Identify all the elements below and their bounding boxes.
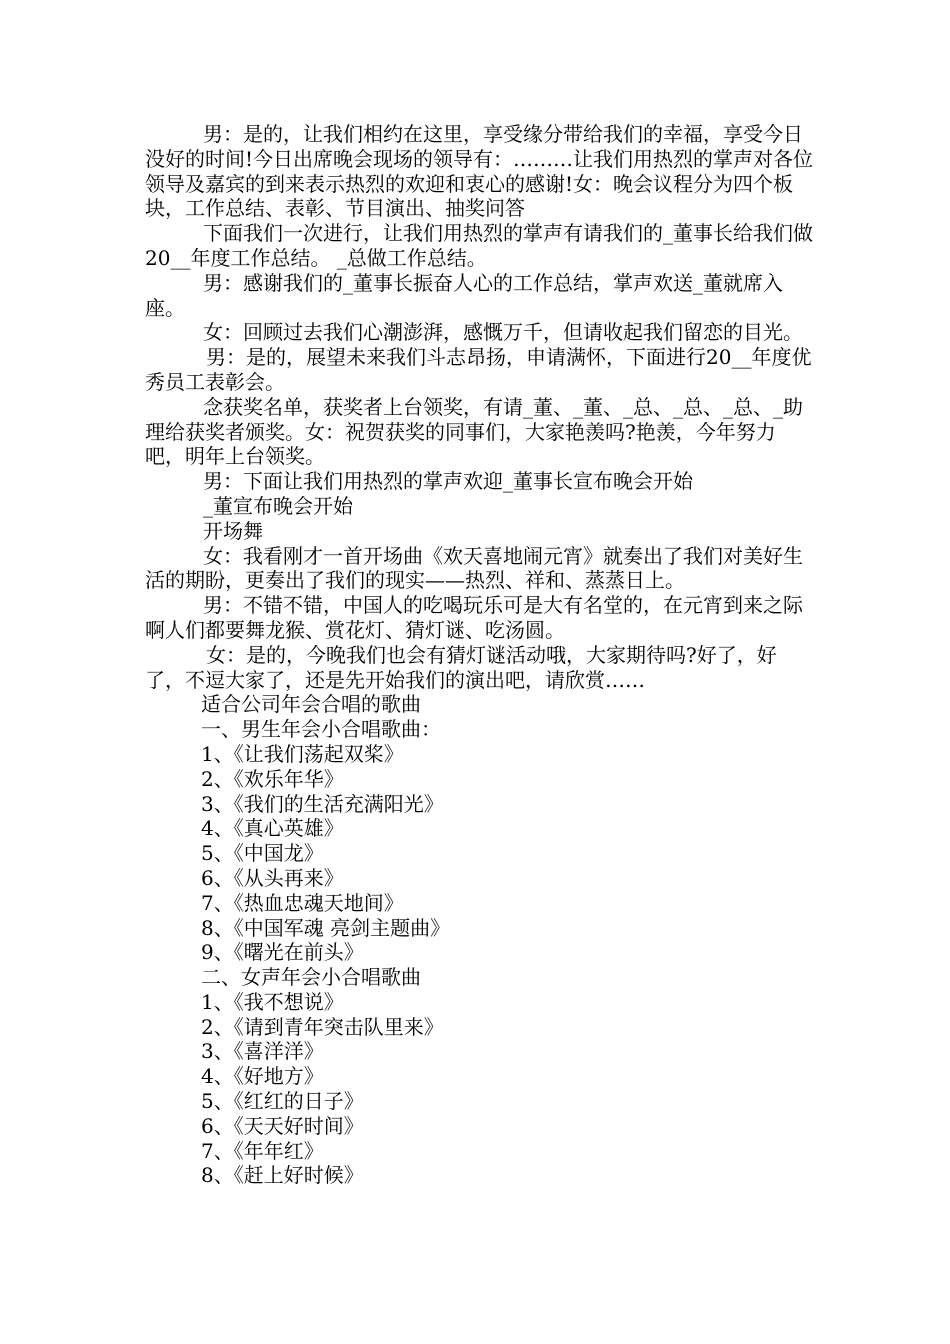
list-item: 3、《我们的生活充满阳光》: [201, 791, 444, 816]
paragraph-award-list: 念获奖名单，获奖者上台领奖，有请_董、_董、_总、_总、_总、_助理给获奖者颁奖。女：祝贺获奖的同事们，大家艳羡吗?艳羡，今年努力吧，明年上台领奖。: [145, 394, 803, 469]
paragraph-opening-dance: 开场舞: [203, 518, 263, 543]
list-item: 8、《中国军魂 亮剑主题曲》: [201, 915, 451, 940]
female-songs-title: 二、女声年会小合唱歌曲: [201, 965, 421, 990]
list-item: 9、《曙光在前头》: [201, 940, 364, 965]
list-item: 4、《好地方》: [201, 1064, 324, 1089]
paragraph-performance-start: 女：是的，今晚我们也会有猜灯谜活动哦，大家期待吗?好了，好了，不逗大家了，还是先开始我们的演出吧，请欣赏……: [145, 642, 777, 692]
list-item: 6、《从头再来》: [201, 865, 344, 890]
paragraph-opening-song: 女：我看刚才一首开场曲《欢天喜地闹元宵》就奏出了我们对美好生活的期盼，更奏出了我们的现实——热烈、祥和、蒸蒸日上。: [145, 543, 803, 593]
paragraph-lantern-festival: 男：不错不错，中国人的吃喝玩乐可是大有名堂的，在元宵到来之际啊人们都要舞龙猴、赏花灯、猜灯谜、吃汤圆。: [145, 593, 803, 642]
list-item: 1、《我不想说》: [201, 989, 344, 1014]
list-item: 6、《天天好时间》: [201, 1113, 364, 1138]
list-item: 2、《请到青年突击队里来》: [201, 1014, 444, 1039]
paragraph-chairman-start: _董宣布晚会开始: [203, 493, 353, 518]
list-item: 5、《红红的日子》: [201, 1089, 364, 1114]
paragraph-award-intro: 男：是的，展望未来我们斗志昂扬，申请满怀，下面进行20__年度优秀员工表彰会。: [145, 345, 812, 394]
list-item: 2、《欢乐年华》: [201, 766, 344, 791]
paragraph-thanks-chairman: 男：感谢我们的_董事长振奋人心的工作总结，掌声欢送_董就席入座。: [145, 270, 783, 320]
list-item: 3、《喜洋洋》: [201, 1039, 324, 1064]
list-item: 7、《热血忠魂天地间》: [201, 890, 404, 915]
list-item: 8、《赶上好时候》: [201, 1163, 364, 1188]
document-body: [145, 122, 815, 1188]
paragraph-announce-start: 男：下面让我们用热烈的掌声欢迎_董事长宣布晚会开始: [203, 469, 693, 494]
paragraph-host-opening: 男：是的，让我们相约在这里，享受缘分带给我们的幸福，享受今日没好的时间!今日出席晚会现场的领导有：………让我们用热烈的掌声对各位领导及嘉宾的到来表示热烈的欢迎和衷心的感谢!女：晚会议程分为四个板块，工作总结、表彰、节目演出、抽奖问答: [145, 122, 814, 221]
list-item: 7、《年年红》: [201, 1138, 324, 1163]
list-item: 1、《让我们荡起双桨》: [201, 741, 404, 766]
list-item: 4、《真心英雄》: [201, 816, 344, 841]
paragraph-work-summary: 下面我们一次进行，让我们用热烈的掌声有请我们的_董事长给我们做20__年度工作总结。 _总做工作总结。: [145, 221, 813, 270]
songs-section-title: 适合公司年会合唱的歌曲: [201, 692, 421, 717]
list-item: 5、《中国龙》: [201, 841, 324, 866]
male-songs-title: 一、男生年会小合唱歌曲：: [201, 717, 441, 742]
paragraph-look-back: 女：回顾过去我们心潮澎湃，感慨万千，但请收起我们留恋的目光。: [203, 320, 803, 345]
